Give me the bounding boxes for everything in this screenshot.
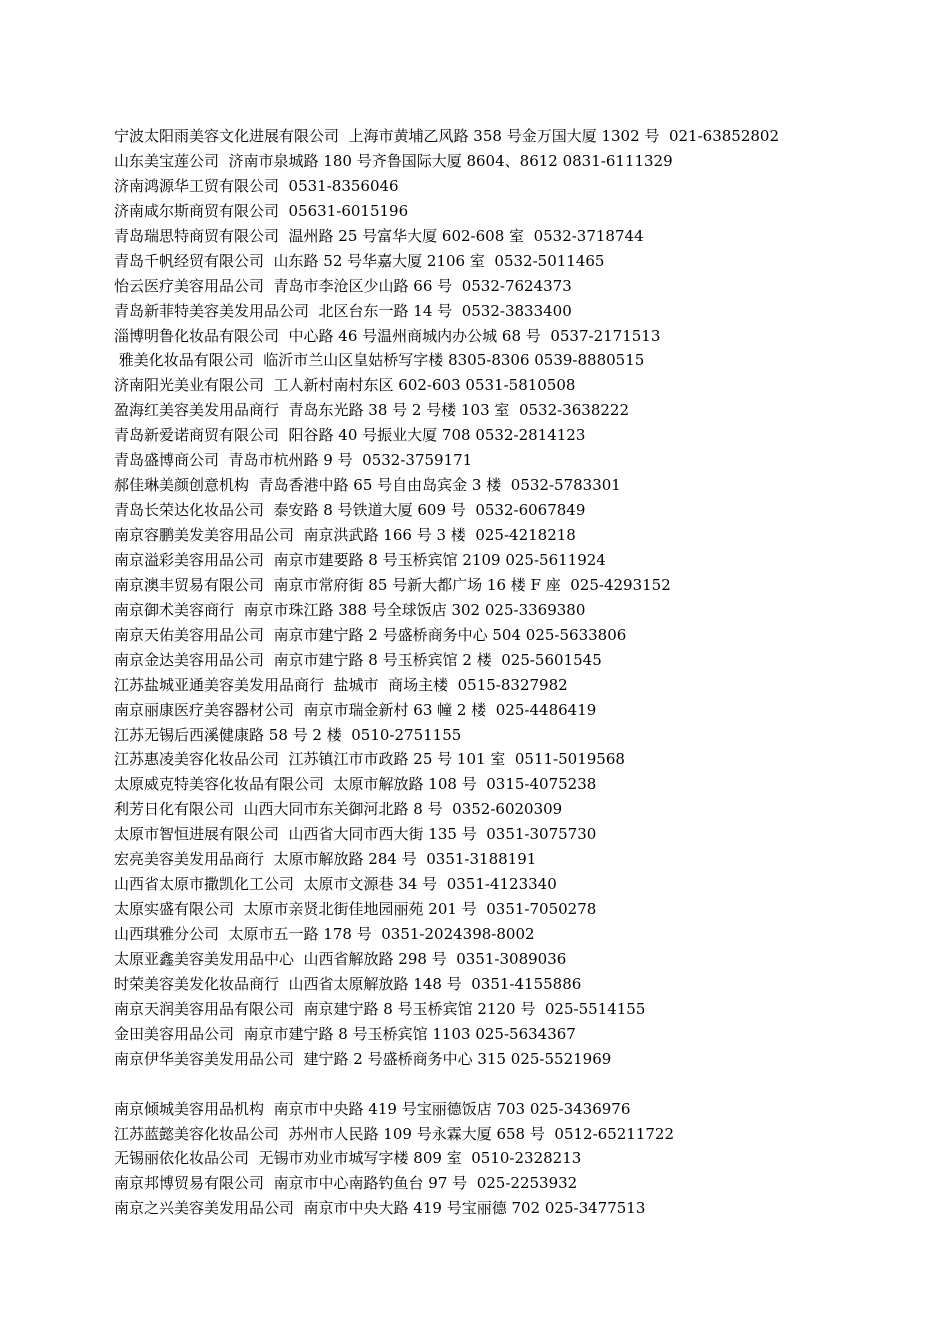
company-entry: 太原亚鑫美容美发用品中心 山西省解放路 298 号 0351-3089036: [114, 949, 567, 968]
company-entry: 南京澳丰贸易有限公司 南京市常府街 85 号新大都广场 16 楼 F 座 025-4293152: [114, 575, 671, 594]
company-entry: 雅美化妆品有限公司 临沂市兰山区皇姑桥写字楼 8305-8306 0539-8880515: [114, 351, 645, 370]
company-entry: 济南阳光美业有限公司 工人新村南村东区 602-603 0531-5810508: [114, 376, 576, 395]
company-entry: 青岛新菲特美容美发用品公司 北区台东一路 14 号 0532-3833400: [114, 301, 572, 320]
company-entry: 南京溢彩美容用品公司 南京市建要路 8 号玉桥宾馆 2109 025-5611924: [114, 550, 606, 569]
company-entry: 南京倾城美容用品机构 南京市中央路 419 号宝丽德饭店 703 025-3436976: [114, 1099, 631, 1118]
company-entry: 淄博明鲁化妆品有限公司 中心路 46 号温州商城内办公城 68 号 0537-2171513: [114, 326, 661, 345]
company-entry: 南京天佑美容用品公司 南京市建宁路 2 号盛桥商务中心 504 025-5633806: [114, 625, 627, 644]
company-entry: 山西省太原市撒凯化工公司 太原市文源巷 34 号 0351-4123340: [114, 875, 557, 894]
company-entry: 南京丽康医疗美容器材公司 南京市瑞金新村 63 幢 2 楼 025-4486419: [114, 700, 597, 719]
company-entry: 江苏盐城亚通美容美发用品商行 盐城市 商场主楼 0515-8327982: [114, 675, 568, 694]
company-entry: 南京邦博贸易有限公司 南京市中心南路钓鱼台 97 号 025-2253932: [114, 1174, 578, 1193]
company-entry: 郝佳琳美颜创意机构 青岛香港中路 65 号自由岛宾金 3 楼 0532-5783301: [114, 476, 621, 495]
company-entry: 南京天润美容用品有限公司 南京建宁路 8 号玉桥宾馆 2120 号 025-5514155: [114, 999, 646, 1018]
company-entry: 太原市智恒进展有限公司 山西省大同市西大街 135 号 0351-3075730: [114, 825, 597, 844]
company-entry: 太原实盛有限公司 太原市亲贤北街佳地园丽苑 201 号 0351-7050278: [114, 900, 597, 919]
company-entry: 山西琪雅分公司 太原市五一路 178 号 0351-2024398-8002: [114, 925, 535, 943]
company-entry: 太原威克特美容化妆品有限公司 太原市解放路 108 号 0315-4075238: [114, 775, 597, 794]
company-entry: 宏亮美容美发用品商行 太原市解放路 284 号 0351-3188191: [114, 850, 537, 869]
company-list-block-2: [114, 1097, 914, 1222]
paragraph-gap: [114, 1072, 914, 1097]
company-entry: 江苏惠凌美容化妆品公司 江苏镇江市市政路 25 号 101 室 0511-5019568: [114, 750, 625, 769]
company-entry: 青岛盛博商公司 青岛市杭州路 9 号 0532-3759171: [114, 451, 473, 470]
company-entry: 青岛千帆经贸有限公司 山东路 52 号华嘉大厦 2106 室 0532-5011465: [114, 251, 605, 270]
company-entry: 盈海红美容美发用品商行 青岛东光路 38 号 2 号楼 103 室 0532-3638222: [114, 401, 629, 420]
company-entry: 利芳日化有限公司 山西大同市东关御河北路 8 号 0352-6020309: [114, 800, 563, 819]
company-entry: 青岛瑞思特商贸有限公司 温州路 25 号富华大厦 602-608 室 0532-3718744: [114, 226, 644, 245]
company-entry: 青岛长荣达化妆品公司 泰安路 8 号铁道大厦 609 号 0532-6067849: [114, 501, 586, 520]
company-entry: 时荣美容美发化妆品商行 山西省太原解放路 148 号 0351-4155886: [114, 974, 582, 993]
company-list-block-1: [114, 124, 914, 1072]
company-entry: 江苏蓝懿美容化妆品公司 苏州市人民路 109 号永霖大厦 658 号 0512-65211722: [114, 1124, 674, 1143]
company-entry: 南京伊华美容美发用品公司 建宁路 2 号盛桥商务中心 315 025-5521969: [114, 1049, 612, 1068]
document-body: [114, 124, 914, 1221]
company-entry: 南京容鹏美发美容用品公司 南京洪武路 166 号 3 楼 025-4218218: [114, 526, 576, 544]
company-entry: 怡云医疗美容用品公司 青岛市李沧区少山路 66 号 0532-7624373: [114, 276, 572, 295]
company-entry: 山东美宝莲公司 济南市泉城路 180 号齐鲁国际大厦 8604、8612 0831-6111329: [114, 151, 673, 170]
company-entry: 青岛新爱诺商贸有限公司 阳谷路 40 号振业大厦 708 0532-2814123: [114, 426, 586, 445]
company-entry: 无锡丽依化妆品公司 无锡市劝业市城写字楼 809 室 0510-2328213: [114, 1149, 582, 1168]
company-entry: 南京金达美容用品公司 南京市建宁路 8 号玉桥宾馆 2 楼 025-5601545: [114, 650, 602, 669]
company-entry: 南京御术美容商行 南京市珠江路 388 号全球饭店 302 025-3369380: [114, 600, 586, 619]
company-entry: 南京之兴美容美发用品公司 南京市中央大路 419 号宝丽德 702 025-3477513: [114, 1199, 646, 1218]
company-entry: 金田美容用品公司 南京市建宁路 8 号玉桥宾馆 1103 025-5634367: [114, 1024, 576, 1043]
company-entry: 江苏无锡后西溪健康路 58 号 2 楼 0510-2751155: [114, 725, 462, 744]
company-entry: 宁波太阳雨美容文化进展有限公司 上海市黄埔乙风路 358 号金万国大厦 1302 号 021-63852802: [114, 127, 779, 145]
company-entry: 济南咸尔斯商贸有限公司 05631-6015196: [114, 201, 409, 220]
company-entry: 济南鸿源华工贸有限公司 0531-8356046: [114, 176, 399, 195]
